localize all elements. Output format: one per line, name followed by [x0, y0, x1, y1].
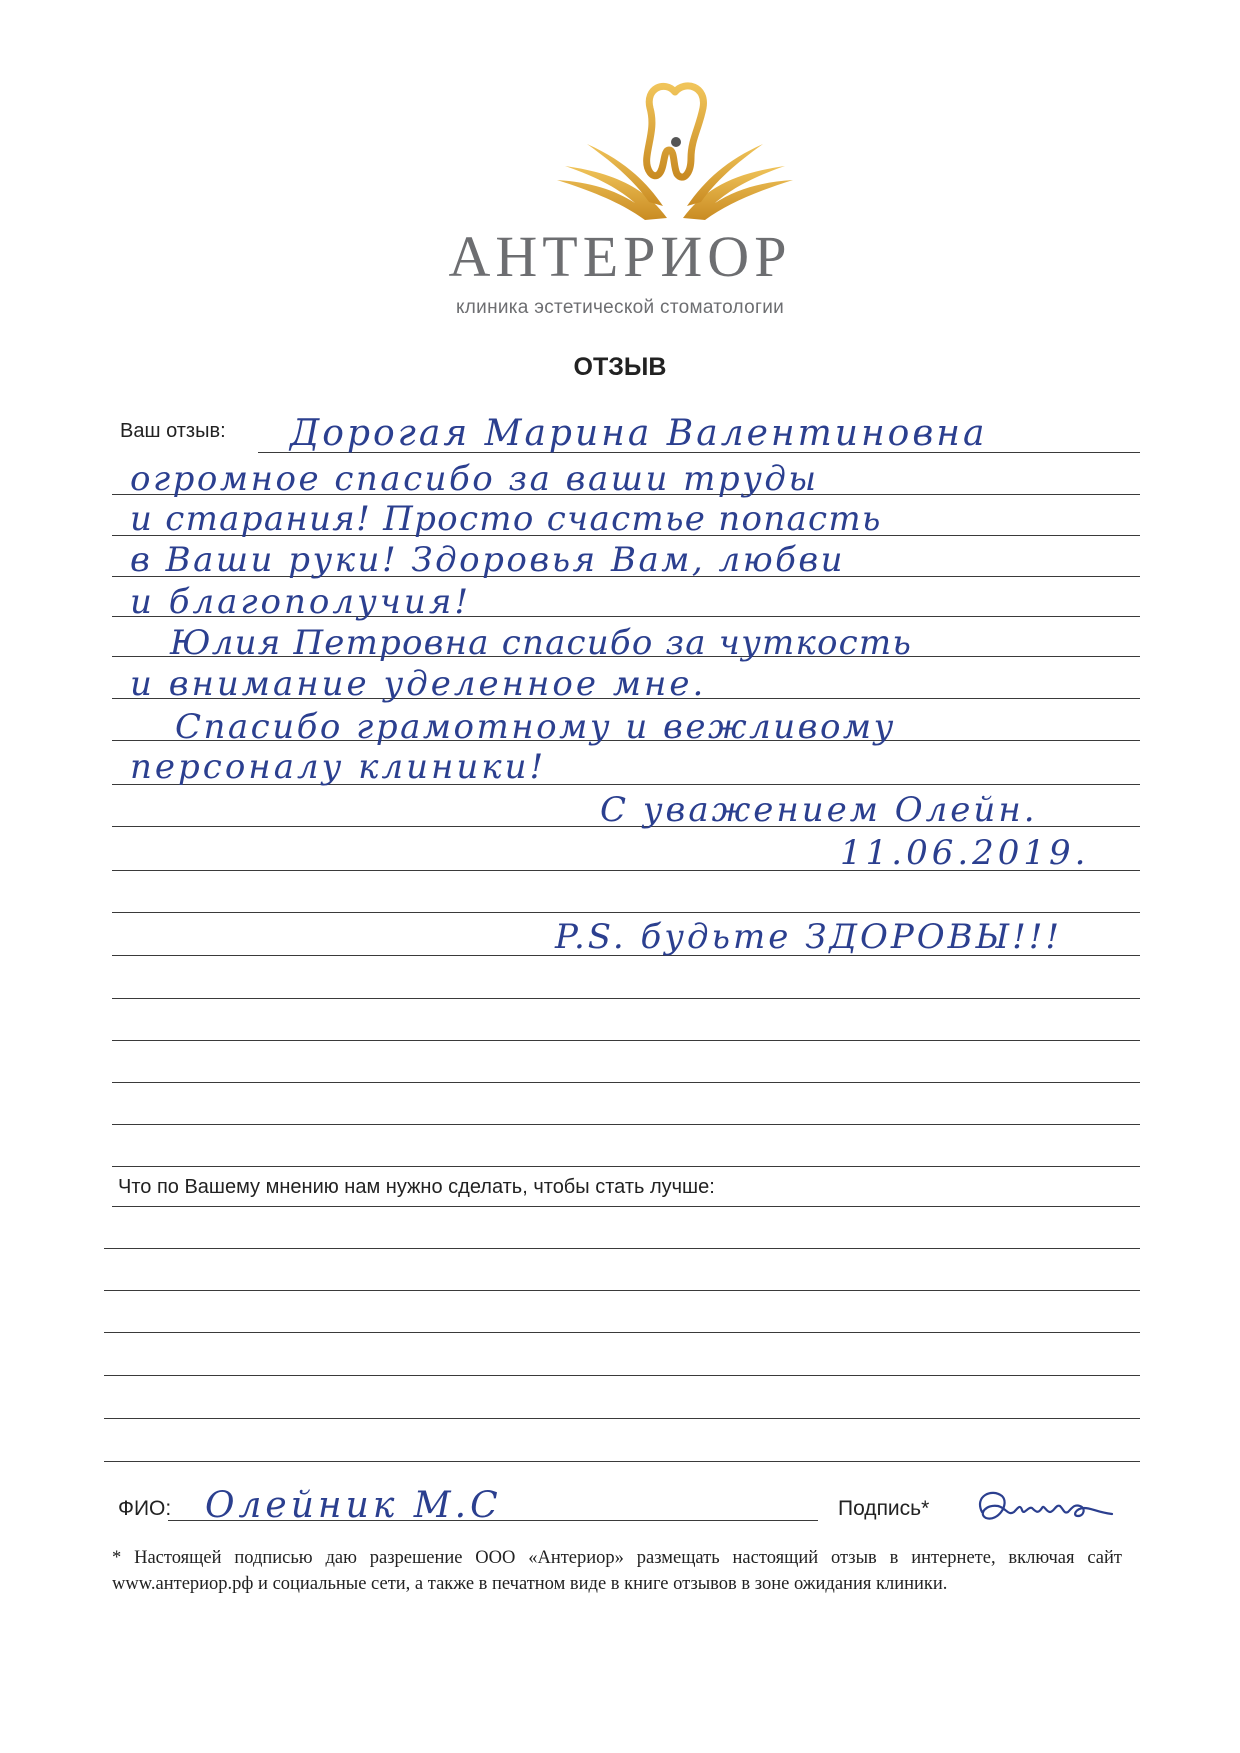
- review-line: [112, 998, 1140, 999]
- review-text-line: Спасибо грамотному и вежливому: [175, 707, 896, 747]
- improve-line: [104, 1332, 1140, 1333]
- review-text-line: и благополучия!: [130, 582, 471, 622]
- brand-subtitle: клиника эстетической стоматологии: [455, 297, 785, 318]
- improve-line: [104, 1248, 1140, 1249]
- signature-image: [972, 1482, 1122, 1532]
- review-line: [112, 1040, 1140, 1041]
- name-label: ФИО:: [118, 1497, 172, 1520]
- improve-line: [104, 1290, 1140, 1291]
- review-text-line: огромное спасибо за ваши труды: [130, 459, 819, 499]
- signature-label: Подпись*: [838, 1497, 930, 1520]
- review-line: [112, 1166, 1140, 1167]
- review-text-line: Дорогая Марина Валентиновна: [290, 413, 988, 454]
- form-title: ОТЗЫВ: [573, 353, 667, 381]
- review-text-line: и старания! Просто счастье попасть: [130, 499, 882, 539]
- review-line: [112, 912, 1140, 913]
- clinic-logo-icon: [545, 78, 805, 228]
- review-line: [112, 1124, 1140, 1125]
- consent-footnote: * Настоящей подписью даю разрешение ООО «Антериор» размещать настоящий отзыв в интернете, включая сайт www.антериор.рф и социальные сети, а также в печатном виде в книге отзывов в зоне ожидания клиники.: [112, 1548, 1122, 1594]
- improve-line: [104, 1375, 1140, 1376]
- improve-line: [112, 1206, 1140, 1207]
- review-line: [112, 1082, 1140, 1083]
- review-text-line: С уважением Олейн.: [600, 790, 1038, 830]
- review-text-line: персоналу клиники!: [130, 747, 547, 787]
- review-text-line: Юлия Петровна спасибо за чуткость: [170, 623, 913, 663]
- improve-line: [104, 1418, 1140, 1419]
- review-postscript: P.S. будьте ЗДОРОВЫ!!!: [555, 917, 1063, 957]
- improve-label: Что по Вашему мнению нам нужно сделать, чтобы стать лучше:: [118, 1176, 715, 1198]
- review-label: Ваш отзыв:: [120, 420, 226, 442]
- name-line: [168, 1520, 818, 1521]
- review-text-line: и внимание уделенное мне.: [130, 664, 707, 704]
- brand-name: АНТЕРИОР: [448, 224, 792, 289]
- name-value: Олейник М.С: [205, 1485, 502, 1526]
- review-text-line: в Ваши руки! Здоровья Вам, любви: [130, 540, 846, 580]
- improve-line: [104, 1461, 1140, 1462]
- review-date: 11.06.2019.: [840, 833, 1090, 873]
